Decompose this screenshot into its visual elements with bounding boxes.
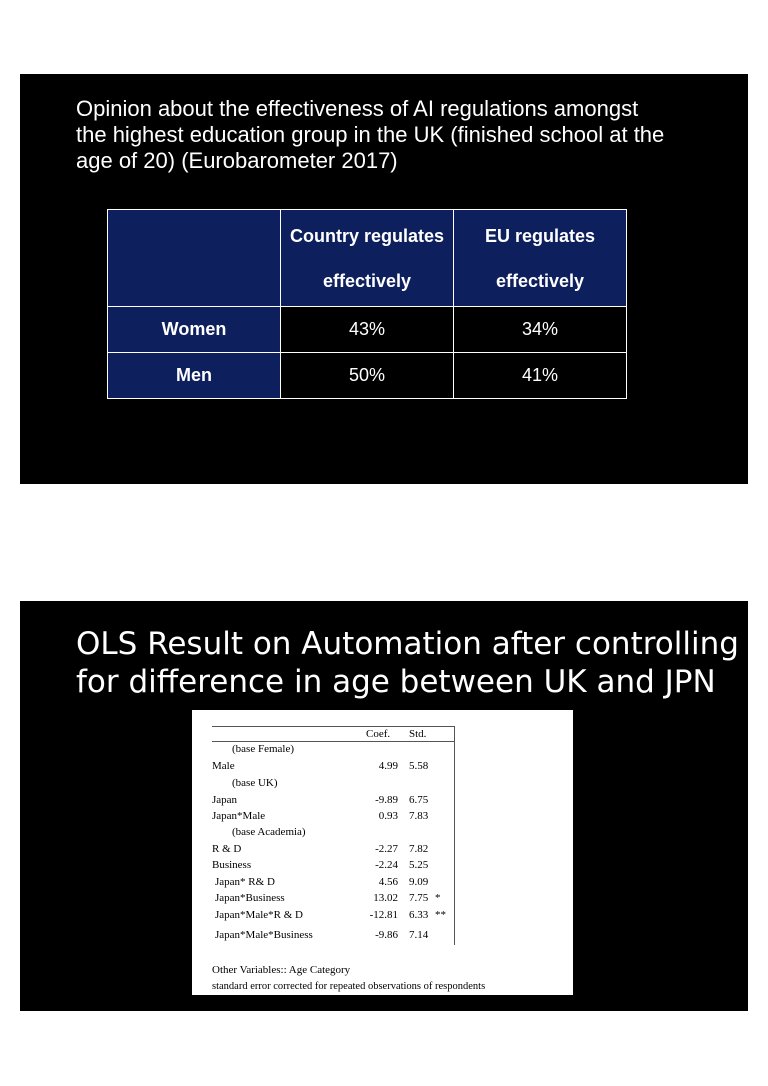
row-label: Japan* R& D bbox=[215, 876, 275, 888]
table-row bbox=[108, 307, 627, 353]
table-row bbox=[192, 876, 573, 892]
col-header-eu-line2: effectively bbox=[495, 270, 585, 291]
coef-value: -2.27 bbox=[375, 843, 398, 855]
slide1-title-line: age of 20) (Eurobarometer 2017) bbox=[76, 148, 398, 173]
slide1-title-line: the highest education group in the UK (finished school at the bbox=[76, 122, 665, 147]
coef-value: -2.24 bbox=[375, 859, 398, 871]
coef-value: -12.81 bbox=[369, 909, 398, 921]
significance-marker: ** bbox=[435, 909, 446, 921]
col-header-country-line1: Country regulates bbox=[289, 225, 445, 246]
col-header-eu-line1: EU regulates bbox=[484, 225, 596, 246]
regulation-table bbox=[107, 209, 627, 399]
table-row bbox=[192, 743, 573, 759]
table-header-rule bbox=[212, 741, 454, 742]
col-header-country bbox=[281, 210, 454, 307]
coef-value: -9.89 bbox=[375, 794, 398, 806]
coef-value: 4.99 bbox=[378, 760, 398, 772]
table-corner-cell bbox=[108, 210, 281, 307]
ols-note-variables: Other Variables:: Age Category bbox=[212, 964, 351, 976]
row-label: (base Female) bbox=[232, 743, 294, 755]
table-row bbox=[192, 929, 573, 945]
row-label: Business bbox=[212, 859, 252, 871]
table-row bbox=[192, 794, 573, 810]
std-value: 6.75 bbox=[409, 794, 429, 806]
std-value: 7.83 bbox=[409, 810, 429, 822]
row-label: Male bbox=[212, 760, 235, 772]
std-value: 9.09 bbox=[409, 876, 429, 888]
row-label-men: Men bbox=[108, 353, 281, 399]
table-row bbox=[192, 859, 573, 875]
slide1-title-line: Opinion about the effectiveness of AI regulations amongst bbox=[76, 96, 639, 121]
cell-women-country: 43% bbox=[281, 307, 454, 353]
table-row bbox=[192, 760, 573, 776]
slide2-title bbox=[76, 625, 739, 701]
ols-header-coef: Coef. bbox=[366, 728, 391, 740]
coef-value: 0.93 bbox=[378, 810, 398, 822]
row-label: Japan bbox=[212, 794, 238, 806]
cell-men-country: 50% bbox=[281, 353, 454, 399]
std-value: 7.82 bbox=[409, 843, 429, 855]
slide2-title-line: OLS Result on Automation after controlling bbox=[76, 626, 739, 662]
significance-marker: * bbox=[435, 892, 441, 904]
std-value: 7.75 bbox=[409, 892, 429, 904]
ols-note-standard-error: standard error corrected for repeated observations of respondents bbox=[212, 981, 486, 992]
col-header-country-line2: effectively bbox=[322, 270, 412, 291]
std-value: 5.58 bbox=[409, 760, 429, 772]
slide-ols-result bbox=[20, 601, 748, 1011]
coef-value: 4.56 bbox=[378, 876, 398, 888]
ols-header-std: Std. bbox=[409, 728, 427, 740]
col-header-eu bbox=[454, 210, 627, 307]
std-value: 5.25 bbox=[409, 859, 429, 871]
row-label: Japan*Male*R & D bbox=[215, 909, 303, 921]
coef-value: 13.02 bbox=[373, 892, 398, 904]
table-row bbox=[108, 353, 627, 399]
table-row bbox=[192, 810, 573, 826]
row-label: R & D bbox=[212, 843, 242, 855]
table-row bbox=[192, 826, 573, 842]
ols-results-table bbox=[192, 710, 573, 995]
std-value: 6.33 bbox=[409, 909, 429, 921]
coef-value: -9.86 bbox=[375, 929, 398, 941]
table-row bbox=[192, 777, 573, 793]
table-row bbox=[192, 909, 573, 925]
row-label: (base Academia) bbox=[232, 826, 306, 838]
row-label: Japan*Male bbox=[212, 810, 266, 822]
slide-regulation-opinion bbox=[20, 74, 748, 484]
cell-men-eu: 41% bbox=[454, 353, 627, 399]
table-row bbox=[192, 892, 573, 908]
row-label-women: Women bbox=[108, 307, 281, 353]
row-label: (base UK) bbox=[232, 777, 278, 789]
row-label: Japan*Business bbox=[215, 892, 285, 904]
slide1-title bbox=[76, 96, 716, 174]
table-row bbox=[192, 843, 573, 859]
row-label: Japan*Male*Business bbox=[215, 929, 313, 941]
table-top-rule bbox=[212, 726, 454, 727]
std-value: 7.14 bbox=[409, 929, 429, 941]
slide2-title-line: for difference in age between UK and JPN bbox=[76, 664, 716, 700]
cell-women-eu: 34% bbox=[454, 307, 627, 353]
